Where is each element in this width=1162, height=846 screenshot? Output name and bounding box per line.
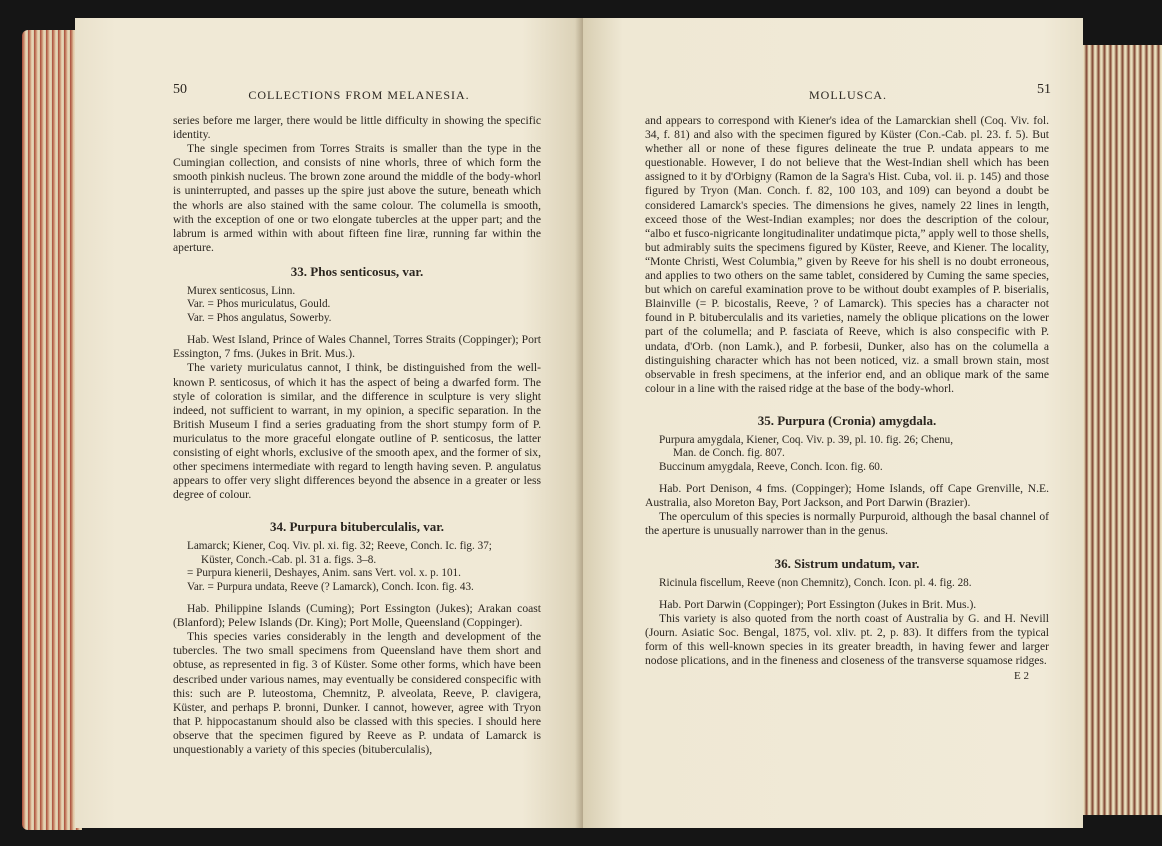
section-36-heading: 36. Sistrum undatum, var. [774,555,920,571]
right-page-edges [1076,45,1162,815]
section-36-body: This variety is also quoted from the north coast of Australia by G. and H. Nevill (Journ. Asiatic Soc. Bengal, 1875, vol. xliv. pt. 2, p. 83). It differs from the typical form of this well-known species in its greater breadth, in having fewer and larger nodose plications, and in the fineness and closeness of the transverse squamose ridges. [645,612,1049,668]
section-35-synonym: Man. de Conch. fig. 807. [673,447,785,460]
section-33-synonym: Murex senticosus, Linn. [187,285,296,298]
continuation-paragraph: and appears to correspond with Kiener's idea of the Lamarckian shell (Coq. Viv. fol. 34, f. 81) and also with the specimen figured by Küster (Con.-Cab. pl. 23. f. 5). But whether all or none of these figures delineate the true P. undata appears to me questionable. However, I do not believe that the West-Indian shell which has been assigned to it by d'Orbigny (Ramon de la Sagra's Hist. Cuba, vol. ii. p. 145) and those figured by Tryon (Man. Conch. f. 82, 100 103, and 109) can beyond a doubt be considered Lamarck's species. The dimensions he gives, namely 22 lines in length, exceed those of the West-Indian examples; nor does the description of the colour, “albo et fusco-nigricante longitudinaliter undatimque picta,” apply well to those shells, but admirably suits the specimens figured by Küster, Reeve, and Kiener. The locality, “Monte Christi, West Columbia,” given by Reeve for his shell is no doubt erroneous, and applies to two others on the same tablet, considered by Cuming the same species, but which on careful examination prove to be without doubt examples of P. biserialis, Blainville (= P. bicostalis, Reeve, ? of Lamarck). This species has a character not found in P. bituberculalis and its varieties, namely the oblique plications on the lower part of the columella; and P. fasciata of Reeve, which is also conspecific with P. undata, d'Orb. (non Lamk.), and P. forbesii, Dunker, also has on the columella a distinguishing character which has not been noticed, viz. a small brown stain, most observable in fresh specimens, at the inferior end, and an oblique mark of the same colour in a line with the raised ridge at the base of the body-whorl. [645,114,1049,395]
right-page [583,18,1083,828]
section-35-synonym: Buccinum amygdala, Reeve, Conch. Icon. fig. 60. [659,460,883,473]
right-page-text [645,114,1049,683]
left-page-number: 50 [173,82,187,97]
intro-paragraph-2: The single specimen from Torres Straits is smaller than the type in the Cumingian collection, and consists of nine whorls, three of which form the smooth pinkish nucleus. The brown zone around the middle of the body-whorl is uninterrupted, and passes up the spire just above the suture, beneath which the whorls are also stained with the same colour. The columella is smooth, with the exception of one or two elongate tubercles at the upper part; and the labrum is armed within with about fifteen fine liræ, running far within the aperture. [173,142,541,254]
section-34-synonym: Var. = Purpura undata, Reeve (? Lamarck), Conch. Icon. fig. 43. [187,580,474,593]
section-35-synonym: Purpura amygdala, Kiener, Coq. Viv. p. 39, pl. 10. fig. 26; Chenu, [659,433,954,446]
section-35-habitat: Hab. Port Denison, 4 fms. (Coppinger); Home Islands, off Cape Grenville, N.E. Australia, also Moreton Bay, Port Jackson, and Port Darwin (Brazier). [645,482,1049,510]
section-36-synonym: Ricinula fiscellum, Reeve (non Chemnitz), Conch. Icon. pl. 4. fig. 28. [659,576,972,589]
section-34-synonym: Küster, Conch.-Cab. pl. 31 a. figs. 3–8. [201,553,377,566]
section-33-synonym: Var. = Phos muriculatus, Gould. [187,298,331,311]
right-page-number: 51 [1037,82,1051,97]
section-34-body: This species varies considerably in the length and development of the tubercles. The two small specimens from Queensland have them short and obtuse, as represented in fig. 3 of Küster. Some other forms, which have been described under various names, may eventually be considered conspecific with this: such are P. luteostoma, Chemnitz, P. alveolata, Reeve, P. clavigera, Küster, and perhaps P. bronni, Dunker. I cannot, however, agree with Tryon that P. hippocastanum should also be classed with this species. I should here observe that the specimen figured by Reeve as P. undata of Lamarck is unquestionably a variety of this species (bituberculalis), [173,630,541,757]
section-33-body: The variety muriculatus cannot, I think, be distinguished from the well-known P. senticosus, of which it has the aspect of being a dwarfed form. The style of coloration is similar, and the difference in sculpture is very slight indeed, not sufficient to warrant, in my opinion, a specific separation. In the British Museum I find a series graduating from the short stumpy form of P. muriculatus to the more graceful elongate outline of P. senticosus, the latter consisting of eight whorls, exclusive of the smooth apex, and the former of six, other specimens intermediate with regard to length having seven. P. angulatus appears to offer very slight differences beyond the absence in a greater or less degree of colour. [173,361,541,502]
right-running-title: MOLLUSCA. [808,88,887,102]
intro-paragraph-1: series before me larger, there would be little difficulty in showing the specific identity. [173,114,541,142]
section-34-synonym: Lamarck; Kiener, Coq. Viv. pl. xi. fig. 32; Reeve, Conch. Ic. fig. 37; [187,540,492,553]
section-34-heading: 34. Purpura bituberculalis, var. [269,519,445,535]
section-34-synonym: = Purpura kienerii, Deshayes, Anim. sans Vert. vol. x. p. 101. [187,567,461,580]
section-33-heading: 33. Phos senticosus, var. [290,263,424,279]
section-33-habitat: Hab. West Island, Prince of Wales Channel, Torres Straits (Coppinger); Port Essington, 7 fms. (Jukes in Brit. Mus.). [173,333,541,361]
section-33-synonym: Var. = Phos angulatus, Sowerby. [187,311,332,324]
section-35-body: The operculum of this species is normally Purpuroid, although the basal channel of the aperture is unusually narrower than in the genus. [645,510,1049,538]
right-running-head [645,82,1051,103]
section-36-habitat: Hab. Port Darwin (Coppinger); Port Essington (Jukes in Brit. Mus.). [659,598,977,612]
section-34-habitat: Hab. Philippine Islands (Cuming); Port Essington (Jukes); Arakan coast (Blanford); Pelew Islands (Dr. King); Port Molle, Queensland (Coppinger). [173,602,541,630]
left-page-edges [22,30,82,830]
section-35-heading: 35. Purpura (Cronia) amygdala. [757,412,937,428]
left-running-head [173,82,545,103]
left-page-text [173,114,541,757]
left-running-title: COLLECTIONS FROM MELANESIA. [248,88,470,102]
printer-signature: E 2 [1014,669,1029,682]
left-page [75,18,583,828]
